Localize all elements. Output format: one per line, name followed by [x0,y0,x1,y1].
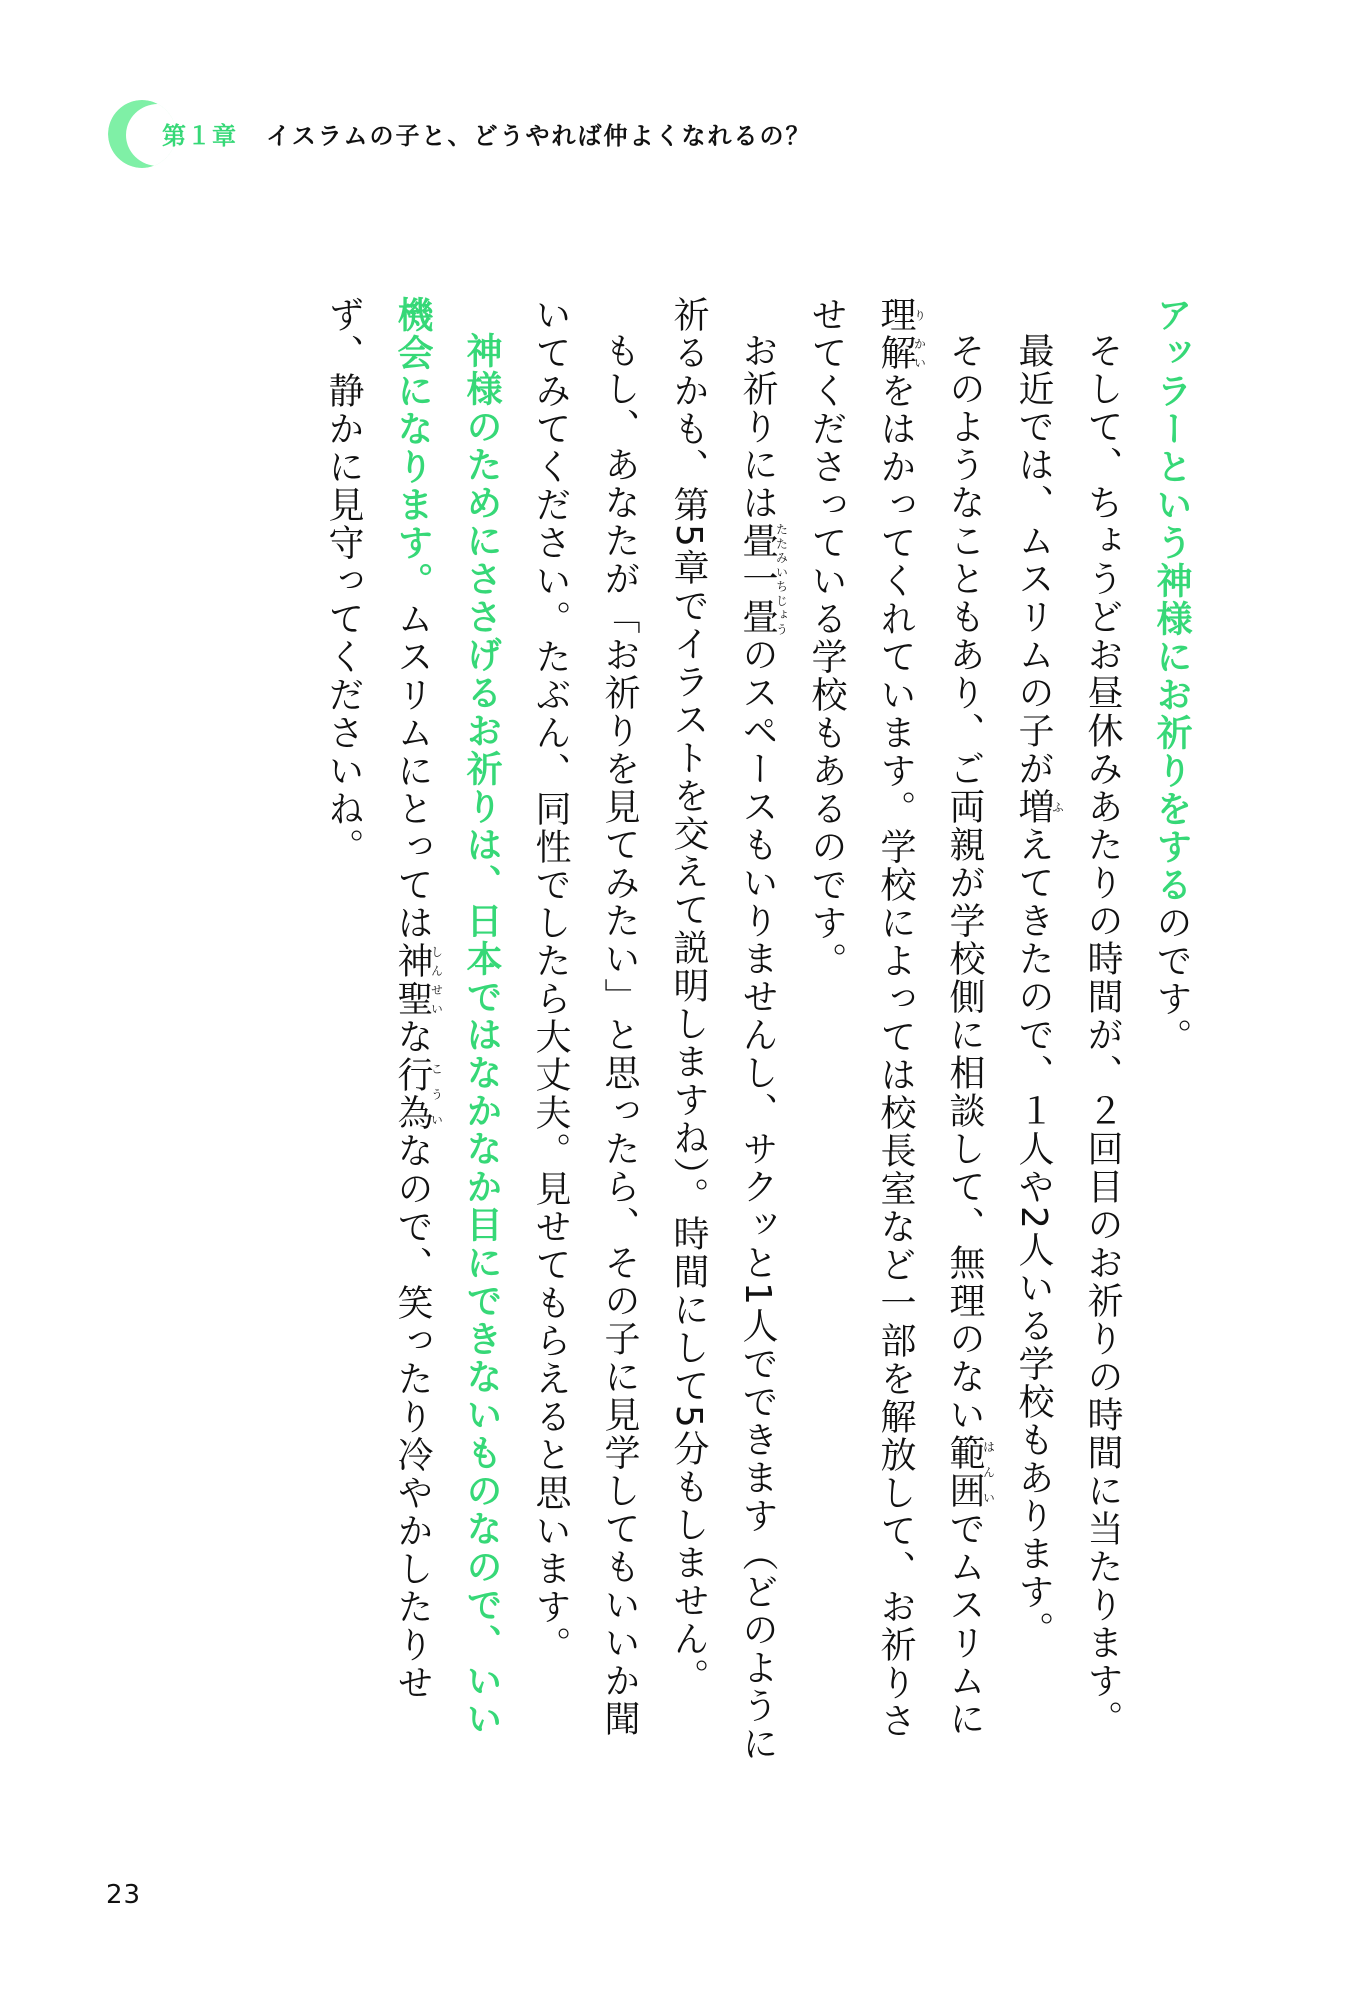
text-segment: なので、笑ったり冷やかしたりせず、静かに見守ってくださいね。 [323,296,433,1702]
highlighted-text: 神様のためにささげるお祈りは、日本ではなかなか目にできないものなので、いい機会になります。 [392,296,502,1738]
ruby-base: 畳一畳 [737,522,778,636]
furigana: はんい [981,1434,996,1510]
paragraph [1068,296,1137,1766]
ruby-base: 理 [875,296,916,334]
furigana: しんせい [429,942,444,1018]
chapter-label: 第１章 [162,122,237,150]
ruby-base: 増 [1013,788,1054,826]
furigana: り [912,296,927,334]
text-segment: のです。 [1151,904,1192,1056]
ruby-base: 範囲 [944,1434,985,1510]
text-segment: ムスリムにとっては [392,600,433,942]
furigana: たたみいちじょう [774,522,789,636]
text-segment: もし、あなたが「お祈りを見てみたい」と思ったら、その子に見学してもいいか聞いてみてください。たぶん、同性でしたら大丈夫。見せてもらえると思います。 [530,296,640,1738]
ruby-base: 解 [875,334,916,372]
text-segment: でムスリムに [944,1510,985,1738]
highlighted-text: アッラーという神様にお祈りをする [1151,296,1192,904]
furigana: こうい [429,1056,444,1132]
text-segment: そのようなこともあり、ご両親が学校側に相談して、無理のない [944,332,985,1434]
text-segment: そして、ちょうどお昼休みあたりの時間が、２回目のお祈りの時間に当たります。 [1082,332,1123,1738]
paragraph [1137,296,1206,1766]
ruby-base: 行為 [392,1056,433,1132]
ruby-base: 神聖 [392,942,433,1018]
text-segment: お祈りには [737,332,778,522]
text-segment: をはかってくれています。学校によっては校長室など一部を解放して、お祈りさせてくださっている学校もあるのです。 [806,296,916,1740]
paragraph [516,296,654,1766]
running-header [108,92,1108,178]
text-segment: 最近では、ムスリムの子が [1013,332,1054,788]
furigana: ふ [1050,788,1065,826]
ruby-word [737,522,789,636]
ruby-word [944,1434,996,1510]
ruby-word [392,1056,444,1132]
page-number: 23 [106,1880,142,1910]
paragraph [309,296,516,1766]
ruby-word [392,942,444,1018]
paragraph [654,296,792,1766]
paragraph [792,296,999,1766]
text-segment: な [392,1018,433,1056]
ruby-word [1013,788,1065,826]
chapter-title: イスラムの子と、どうやれば仲よくなれるの？ [266,122,812,150]
ruby-word [875,296,927,334]
paragraph [999,296,1068,1766]
furigana: かい [912,334,927,372]
text-segment: のスペースもいりませんし、サクッと1人でできます（どのように祈るかも、第5章でイラストを交えて説明しますね）。時間にして5分もしません。 [668,296,778,1763]
text-segment: えてきたので、１人や2人いる学校もあります。 [1013,826,1054,1649]
ruby-word [875,334,927,372]
body-text [206,296,1206,1766]
